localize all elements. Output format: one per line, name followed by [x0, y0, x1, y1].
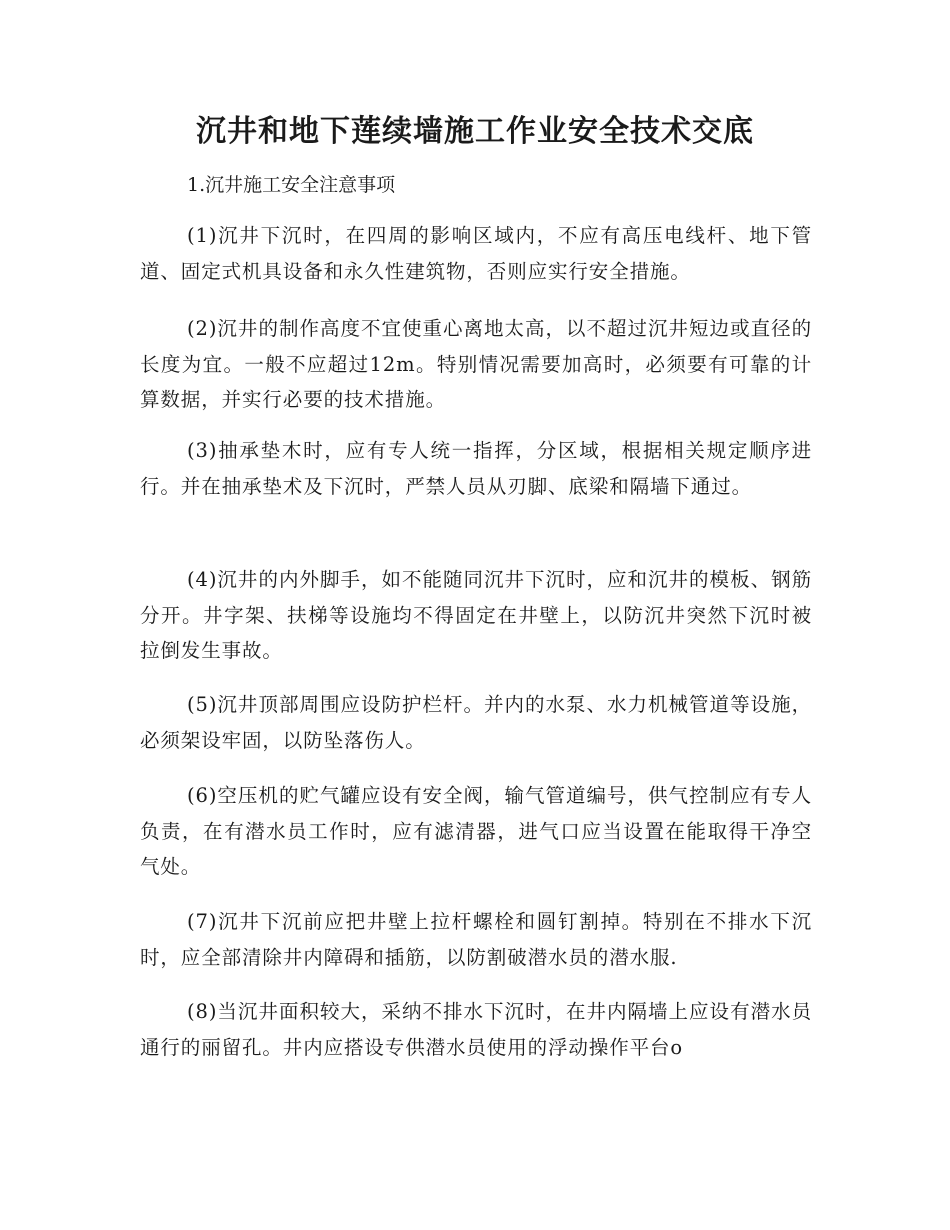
paragraph-8: (8)当沉井面积较大，采纳不排水下沉时，在井内隔墙上应设有潜水员通行的丽留孔。井内应搭设专供潜水员使用的浮动操作平台o	[140, 1000, 812, 1059]
paragraph-1: (1)沉井下沉时，在四周的影响区域内，不应有高压电线杆、地下管道、固定式机具设备和永久性建筑物，否则应实行安全措施。	[140, 224, 812, 283]
paragraph-3: (3)抽承垫木时，应有专人统一指挥，分区域，根据相关规定顺序进行。并在抽承垫术及下沉时，严禁人员从刃脚、底梁和隔墙下通过。	[140, 439, 812, 498]
paragraph-5: (5)沉井顶部周围应设防护栏杆。并内的水泵、水力机械管道等设施，必须架设牢固，以防坠落伤人。	[140, 693, 812, 752]
paragraph-2: (2)沉井的制作高度不宜使重心离地太高，以不超过沉井短边或直径的长度为宜。一般不应超过12m。特别情况需要加高时，必须要有可靠的计算数据，并实行必要的技术措施。	[140, 317, 812, 411]
document-title: 沉井和地下莲续墙施工作业安全技术交底	[196, 114, 754, 149]
paragraph-7: (7)沉井下沉前应把井壁上拉杆螺栓和圆钉割掉。特别在不排水下沉时，应全部清除井内障碍和插筋，以防割破潜水员的潜水服.	[140, 910, 812, 969]
paragraph-4: (4)沉井的内外脚手，如不能随同沉井下沉时，应和沉井的模板、钢筋分开。井字架、扶梯等设施均不得固定在井壁上，以防沉井突然下沉时被拉倒发生事故。	[140, 568, 812, 662]
paragraph-6: (6)空压机的贮气罐应设有安全阀，输气管道编号，供气控制应有专人负责，在有潜水员工作时，应有滤清器，进气口应当设置在能取得干净空气处。	[140, 784, 812, 878]
section-heading: 1.沉井施工安全注意事项	[187, 174, 396, 196]
